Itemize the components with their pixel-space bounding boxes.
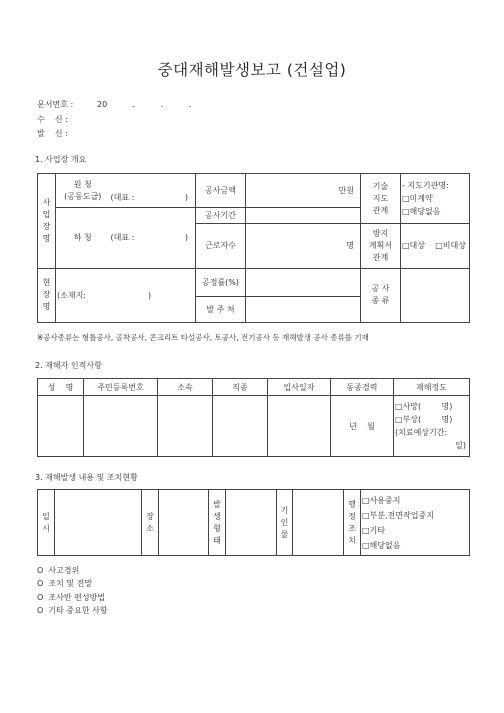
doc-number-row — [37, 99, 191, 110]
victim-hire-date-field[interactable] — [268, 396, 331, 457]
site-overview-table — [37, 173, 470, 323]
summary-bullets — [37, 564, 108, 618]
work-type-note: ※공사종류는 형틀공사, 골착공사, 콘크리트 타설공사, 토공사, 전기공사 등 재해발생 공사 종류를 기재 — [37, 333, 369, 342]
sender-row — [37, 128, 97, 139]
prevention-plan-options[interactable]: □대상 □비대상 — [401, 224, 470, 268]
construction-amount-field[interactable]: 만원 — [246, 174, 361, 208]
datetime-label: 일 시 — [38, 490, 55, 556]
progress-rate-label: 공정률(%) — [196, 268, 246, 296]
place-field[interactable] — [159, 490, 209, 556]
admin-action-options[interactable]: □사용중지 □부분,전면작업중지 □기타 □해당없음 — [361, 490, 470, 556]
incident-table — [37, 489, 470, 556]
worker-count-field[interactable]: 명 — [246, 224, 361, 268]
site-location-field[interactable]: (소재지: ) — [56, 268, 196, 322]
client-field[interactable] — [246, 296, 361, 322]
header-name: 성 명 — [38, 379, 84, 396]
header-hire-date: 입사일자 — [268, 379, 331, 396]
doc-number-value[interactable]: 20 . . . — [97, 100, 192, 109]
construction-period-label: 공사기간 — [196, 208, 246, 224]
construction-period-field[interactable] — [246, 208, 361, 224]
recipient-row — [37, 114, 97, 125]
client-label: 발 주 처 — [196, 296, 246, 322]
incident-type-label: 발 생 형 태 — [209, 490, 226, 556]
header-affiliation: 소속 — [158, 379, 213, 396]
sub-rep-field[interactable]: (대표 : ) — [110, 208, 196, 268]
subcontractor-label: 하 청 — [56, 208, 110, 268]
work-type-label: 공 사 종 류 — [361, 268, 401, 322]
section-3-heading: 3. 재해발생 내용 및 조치현황 — [35, 473, 138, 482]
victim-name-field[interactable] — [38, 396, 84, 457]
sender-label: 발 신 : — [37, 129, 68, 138]
section-1-heading: 1. 사업장 개요 — [35, 155, 87, 164]
header-resident-number: 주민등록번호 — [84, 379, 158, 396]
victim-resident-number-field[interactable] — [84, 396, 158, 457]
datetime-field[interactable] — [55, 490, 142, 556]
header-experience: 동종경력 — [331, 379, 394, 396]
section-2-heading: 2. 재해자 인적사항 — [35, 361, 102, 370]
bullet-accident-history: O 사고경위 — [37, 566, 80, 575]
victim-experience-field[interactable]: 년 월 — [331, 396, 394, 457]
victim-table — [37, 378, 470, 457]
admin-action-label: 행 정 조 치 — [344, 490, 361, 556]
place-label: 장 소 — [142, 490, 159, 556]
tech-guidance-label: 기술 지도 관계 — [361, 174, 401, 224]
bullet-investigation-team: O 조사반 편성방법 — [37, 592, 106, 602]
progress-rate-field[interactable] — [246, 268, 361, 296]
page-title: 중대재해발생보고 (건설업) — [157, 61, 347, 79]
prime-rep-field[interactable]: (대표 : ) — [110, 174, 196, 208]
site-name-label: 현 장 명 — [38, 268, 56, 322]
doc-number-label: 문서번호 : — [37, 100, 74, 109]
header-occupation: 직종 — [213, 379, 268, 396]
header-injury-level: 재해정도 — [394, 379, 470, 396]
bullet-action-outlook: O 조치 및 전망 — [37, 579, 93, 589]
bullet-other-matters: O 기타 중요한 사항 — [37, 606, 108, 616]
cause-object-label: 기 인 물 — [277, 490, 293, 556]
prevention-plan-label: 방지 계획서 관계 — [361, 224, 401, 268]
recipient-label: 수 신 : — [37, 115, 68, 124]
victim-affiliation-field[interactable] — [158, 396, 213, 457]
injury-level-options[interactable]: □사망( 명) □부상( 명) (치료예상기간: 일) — [394, 396, 470, 457]
cause-object-field[interactable] — [293, 490, 344, 556]
site-name-side-header: 사 업 장 명 — [38, 174, 56, 269]
prime-contractor-label: 원 청 (공동도급) — [56, 174, 110, 208]
tech-guidance-options[interactable]: - 지도기관명: □미계약 □해당없음 — [401, 174, 470, 224]
worker-count-label: 근로자수 — [196, 224, 246, 268]
work-type-field[interactable] — [401, 268, 470, 322]
construction-amount-label: 공사금액 — [196, 174, 246, 208]
incident-type-field[interactable] — [226, 490, 277, 556]
victim-occupation-field[interactable] — [213, 396, 268, 457]
